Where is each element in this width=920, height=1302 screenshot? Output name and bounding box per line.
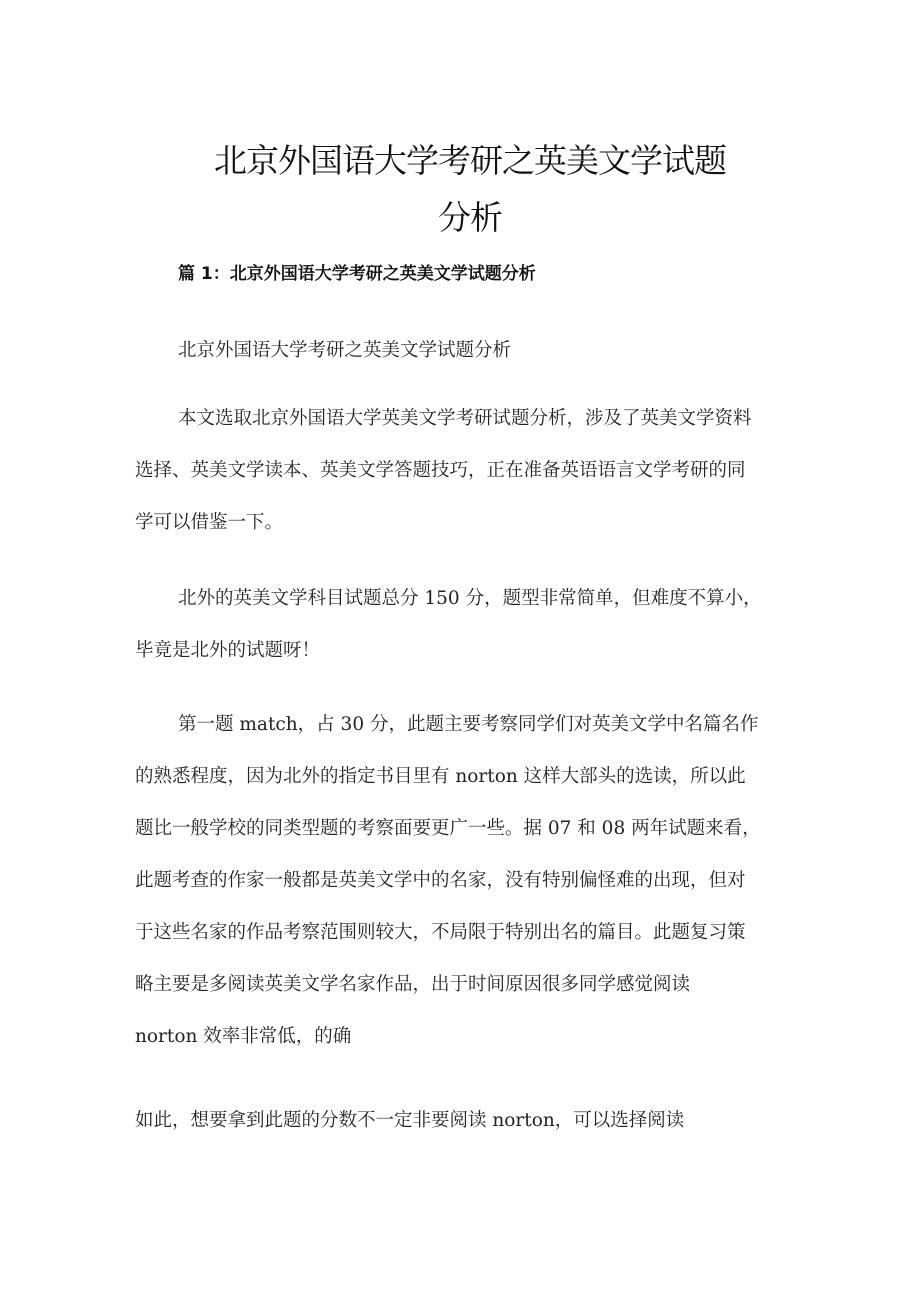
paragraph-line: 北外的英美文学科目试题总分 150 分，题型非常简单，但难度不算小， xyxy=(178,588,762,609)
paragraph-line: 于这些名家的作品考察范围则较大，不局限于特别出名的篇目。此题复习策 xyxy=(135,922,746,943)
paragraph-line: norton 效率非常低，的确 xyxy=(135,1026,352,1047)
paragraph-question-one xyxy=(135,699,800,1063)
paragraph-score xyxy=(135,573,800,677)
paragraph-line: 题比一般学校的同类型题的考察面要更广一些。据 07 和 08 两年试题来看， xyxy=(135,818,761,839)
subtitle-line: 北京外国语大学考研之英美文学试题分析 xyxy=(178,340,512,361)
paragraph-line: 此题考查的作家一般都是英美文学中的名家，没有特别偏怪难的出现，但对 xyxy=(135,870,746,891)
paragraph-line: 第一题 match，占 30 分，此题主要考察同学们对英美文学中名篇名作 xyxy=(178,714,759,735)
subtitle-paragraph xyxy=(135,325,800,377)
paragraph-continuation xyxy=(135,1095,800,1147)
paragraph-line: 的熟悉程度，因为北外的指定书目里有 norton 这样大部头的选读，所以此 xyxy=(135,766,746,787)
paragraph-line: 如此，想要拿到此题的分数不一定非要阅读 norton，可以选择阅读 xyxy=(135,1110,685,1131)
paragraph-intro xyxy=(135,393,800,549)
document-title-line-1: 北京外国语大学考研之英美文学试题 xyxy=(214,141,726,180)
document-title-line-2: 分析 xyxy=(438,198,502,237)
paragraph-line: 学可以借鉴一下。 xyxy=(135,512,284,533)
section-heading: 篇 1：北京外国语大学考研之英美文学试题分析 xyxy=(178,264,536,284)
paragraph-line: 毕竟是北外的试题呀！ xyxy=(135,640,321,661)
paragraph-line: 本文选取北京外国语大学英美文学考研试题分析，涉及了英美文学资料 xyxy=(178,408,752,429)
paragraph-line: 略主要是多阅读英美文学名家作品，出于时间原因很多同学感觉阅读 xyxy=(135,974,691,995)
paragraph-line: 选择、英美文学读本、英美文学答题技巧，正在准备英语语言文学考研的同 xyxy=(135,460,746,481)
